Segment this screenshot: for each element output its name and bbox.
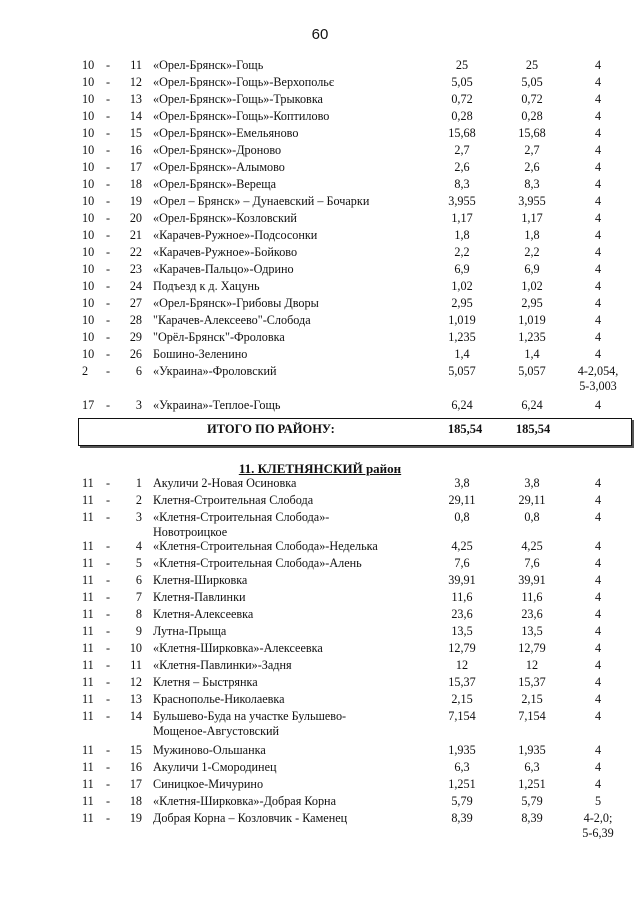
road-length-2: 8,39 xyxy=(521,811,543,825)
road-length-2: 2,2 xyxy=(524,245,540,259)
separator-dash: - xyxy=(106,743,111,757)
road-category: 4 xyxy=(594,743,602,757)
separator-dash: - xyxy=(106,347,111,361)
road-group-number: 10 xyxy=(82,160,95,174)
road-category: 4 xyxy=(594,493,602,507)
road-number: 4 xyxy=(135,539,142,553)
road-length: 4,25 xyxy=(451,539,473,553)
road-length: 3,955 xyxy=(448,194,476,208)
road-length-2: 23,6 xyxy=(521,607,543,621)
road-length: 8,39 xyxy=(451,811,473,825)
road-category: 4 xyxy=(594,709,602,723)
road-length-2: 1,235 xyxy=(518,330,546,344)
road-length: 11,6 xyxy=(451,590,473,604)
district-total-box xyxy=(78,418,632,446)
road-length-2: 5,05 xyxy=(521,75,543,89)
road-length: 0,72 xyxy=(451,92,473,106)
road-length-2: 6,3 xyxy=(524,760,540,774)
road-number: 27 xyxy=(129,296,142,310)
road-group-number: 11 xyxy=(82,607,94,621)
separator-dash: - xyxy=(106,177,111,191)
road-length-2: 1,8 xyxy=(524,228,540,242)
road-number: 1 xyxy=(135,476,142,490)
road-length-2: 12,79 xyxy=(518,641,546,655)
road-name: «Орел-Брянск»-Гощь»-Трыковка xyxy=(153,92,323,106)
road-length: 7,154 xyxy=(448,709,476,723)
road-number: 12 xyxy=(129,75,142,89)
road-name: «Орел-Брянск»-Гощь»-Коптилово xyxy=(153,109,330,123)
road-category: 4 xyxy=(594,92,602,106)
road-category: 4 xyxy=(594,607,602,621)
road-name: Клетня-Ширковка xyxy=(153,573,248,587)
road-length: 6,9 xyxy=(454,262,470,276)
separator-dash: - xyxy=(106,539,111,553)
road-group-number: 10 xyxy=(82,296,95,310)
separator-dash: - xyxy=(106,364,111,378)
road-length: 0,28 xyxy=(451,109,473,123)
road-category: 4 xyxy=(594,510,602,524)
separator-dash: - xyxy=(106,777,111,791)
road-number: 6 xyxy=(135,364,142,378)
road-name: Краснополье-Николаевка xyxy=(153,692,285,706)
road-length-2: 39,91 xyxy=(518,573,546,587)
road-number: 14 xyxy=(129,709,142,723)
separator-dash: - xyxy=(106,811,111,825)
road-group-number: 10 xyxy=(82,143,95,157)
road-name: «Орел-Брянск»-Емельяново xyxy=(153,126,299,140)
road-length: 29,11 xyxy=(448,493,476,507)
road-number: 12 xyxy=(129,675,142,689)
road-group-number: 11 xyxy=(82,658,94,672)
road-name: «Орел-Брянск»-Алымово xyxy=(153,160,285,174)
road-category: 4-2,054, 5-3,003 xyxy=(577,364,619,393)
separator-dash: - xyxy=(106,510,111,524)
road-length-2: 7,154 xyxy=(518,709,546,723)
road-number: 9 xyxy=(135,624,142,638)
road-group-number: 11 xyxy=(82,760,94,774)
road-number: 21 xyxy=(129,228,142,242)
road-category: 4 xyxy=(594,398,602,412)
road-number: 24 xyxy=(129,279,142,293)
road-group-number: 10 xyxy=(82,330,95,344)
road-number: 19 xyxy=(129,194,142,208)
road-group-number: 2 xyxy=(82,364,89,378)
road-name: «Клетня-Строительная Слобода»-Неделька xyxy=(153,539,378,553)
road-length: 1,4 xyxy=(454,347,470,361)
road-name: «Орел-Брянск»-Гощь»-Верхопольє xyxy=(153,75,335,89)
road-category: 4 xyxy=(594,228,602,242)
road-group-number: 11 xyxy=(82,510,94,524)
road-name: «Орел – Брянск» – Дунаевский – Бочарки xyxy=(153,194,370,208)
road-name: "Карачев-Алексеево"-Слобода xyxy=(153,313,311,327)
road-length-2: 1,019 xyxy=(518,313,546,327)
road-number: 7 xyxy=(135,590,142,604)
road-length: 15,68 xyxy=(448,126,476,140)
road-length-2: 0,8 xyxy=(524,510,540,524)
road-number: 11 xyxy=(130,658,142,672)
road-length: 6,24 xyxy=(451,398,473,412)
road-length-2: 2,7 xyxy=(524,143,540,157)
road-number: 29 xyxy=(129,330,142,344)
road-length: 6,3 xyxy=(454,760,470,774)
road-length: 1,935 xyxy=(448,743,476,757)
road-group-number: 10 xyxy=(82,109,95,123)
road-length-2: 1,251 xyxy=(518,777,546,791)
road-group-number: 10 xyxy=(82,75,95,89)
road-name: Акуличи 2-Новая Осиновка xyxy=(153,476,297,490)
road-length: 5,79 xyxy=(451,794,473,808)
road-name: Бульшево-Буда на участке Бульшево- Мощеное-Августовский xyxy=(153,709,347,738)
road-name: «Клетня-Павлинки»-Задня xyxy=(153,658,292,672)
road-number: 18 xyxy=(129,177,142,191)
separator-dash: - xyxy=(106,228,111,242)
separator-dash: - xyxy=(106,573,111,587)
road-group-number: 10 xyxy=(82,245,95,259)
road-group-number: 11 xyxy=(82,641,94,655)
road-group-number: 11 xyxy=(82,624,94,638)
road-length: 5,05 xyxy=(451,75,473,89)
separator-dash: - xyxy=(106,641,111,655)
road-category: 4 xyxy=(594,126,602,140)
road-group-number: 10 xyxy=(82,313,95,327)
road-group-number: 11 xyxy=(82,709,94,723)
road-length-2: 4,25 xyxy=(521,539,543,553)
road-length-2: 5,79 xyxy=(521,794,543,808)
road-group-number: 11 xyxy=(82,493,94,507)
road-length-2: 5,057 xyxy=(518,364,546,378)
road-group-number: 11 xyxy=(82,539,94,553)
separator-dash: - xyxy=(106,556,111,570)
road-category: 4 xyxy=(594,330,602,344)
separator-dash: - xyxy=(106,330,111,344)
road-length: 5,057 xyxy=(448,364,476,378)
road-length: 1,17 xyxy=(451,211,473,225)
road-length: 12 xyxy=(455,658,469,672)
road-number: 18 xyxy=(129,794,142,808)
road-number: 20 xyxy=(129,211,142,225)
road-category: 4 xyxy=(594,143,602,157)
road-name: «Орел-Брянск»-Вереща xyxy=(153,177,277,191)
road-length: 1,8 xyxy=(454,228,470,242)
separator-dash: - xyxy=(106,692,111,706)
road-length: 13,5 xyxy=(451,624,473,638)
road-length-2: 0,72 xyxy=(521,92,543,106)
road-number: 14 xyxy=(129,109,142,123)
road-length-2: 2,95 xyxy=(521,296,543,310)
road-group-number: 11 xyxy=(82,476,94,490)
road-length-2: 3,955 xyxy=(518,194,546,208)
road-number: 11 xyxy=(130,58,142,72)
road-group-number: 11 xyxy=(82,692,94,706)
separator-dash: - xyxy=(106,624,111,638)
road-group-number: 10 xyxy=(82,126,95,140)
road-group-number: 10 xyxy=(82,347,95,361)
road-name: Клетня-Строительная Слобода xyxy=(153,493,314,507)
road-group-number: 11 xyxy=(82,573,94,587)
road-length: 3,8 xyxy=(454,476,470,490)
road-length-2: 0,28 xyxy=(521,109,543,123)
road-number: 3 xyxy=(135,398,142,412)
road-number: 2 xyxy=(135,493,142,507)
road-number: 8 xyxy=(135,607,142,621)
road-category: 4-2,0; 5-6,39 xyxy=(582,811,614,840)
road-length: 2,15 xyxy=(451,692,473,706)
road-length: 1,251 xyxy=(448,777,476,791)
road-name: «Клетня-Ширковка»-Алексеевка xyxy=(153,641,323,655)
road-length: 12,79 xyxy=(448,641,476,655)
road-category: 4 xyxy=(594,476,602,490)
road-category: 4 xyxy=(594,573,602,587)
road-length-2: 1,02 xyxy=(521,279,543,293)
road-length: 1,019 xyxy=(448,313,476,327)
road-name: «Орел-Брянск»-Дроново xyxy=(153,143,282,157)
road-length: 8,3 xyxy=(454,177,470,191)
road-length: 0,8 xyxy=(454,510,470,524)
road-name: Клетня-Алексеевка xyxy=(153,607,254,621)
road-number: 17 xyxy=(129,777,142,791)
road-name: Акуличи 1-Смородинец xyxy=(153,760,277,774)
road-category: 4 xyxy=(594,194,602,208)
road-name: «Клетня-Строительная Слобода»- Новотроицкое xyxy=(153,510,330,539)
road-number: 16 xyxy=(129,143,142,157)
road-name: «Украина»-Теплое-Гощь xyxy=(153,398,281,412)
separator-dash: - xyxy=(106,126,111,140)
road-name: Синицкое-Мичурино xyxy=(153,777,264,791)
road-category: 4 xyxy=(594,296,602,310)
road-length-2: 15,68 xyxy=(518,126,546,140)
road-name: «Карачев-Пальцо»-Одрино xyxy=(153,262,294,276)
road-length-2: 12 xyxy=(525,658,539,672)
road-length: 2,7 xyxy=(454,143,470,157)
road-name: Лутна-Прыща xyxy=(153,624,227,638)
road-category: 4 xyxy=(594,658,602,672)
separator-dash: - xyxy=(106,194,111,208)
road-length-2: 2,15 xyxy=(521,692,543,706)
road-name: «Орел-Брянск»-Гощь xyxy=(153,58,264,72)
road-category: 4 xyxy=(594,245,602,259)
separator-dash: - xyxy=(106,675,111,689)
road-length-2: 8,3 xyxy=(524,177,540,191)
road-name: Добрая Корна – Козловчик - Каменец xyxy=(153,811,348,825)
road-length: 1,235 xyxy=(448,330,476,344)
road-number: 28 xyxy=(129,313,142,327)
road-group-number: 11 xyxy=(82,590,94,604)
road-number: 26 xyxy=(129,347,142,361)
road-number: 16 xyxy=(129,760,142,774)
road-length: 25 xyxy=(455,58,469,72)
section-heading-text: 11. КЛЕТНЯНСКИЙ район xyxy=(238,461,402,476)
road-number: 19 xyxy=(129,811,142,825)
separator-dash: - xyxy=(106,794,111,808)
road-category: 4 xyxy=(594,760,602,774)
road-length-2: 29,11 xyxy=(518,493,546,507)
road-group-number: 10 xyxy=(82,194,95,208)
road-group-number: 10 xyxy=(82,262,95,276)
road-category: 4 xyxy=(594,75,602,89)
separator-dash: - xyxy=(106,245,111,259)
road-group-number: 11 xyxy=(82,556,94,570)
separator-dash: - xyxy=(106,75,111,89)
separator-dash: - xyxy=(106,760,111,774)
road-name: «Карачев-Ружное»-Подсосонки xyxy=(153,228,318,242)
road-group-number: 10 xyxy=(82,177,95,191)
road-group-number: 11 xyxy=(82,675,94,689)
road-number: 15 xyxy=(129,126,142,140)
road-name: Мужиново-Ольшанка xyxy=(153,743,266,757)
road-group-number: 11 xyxy=(82,743,94,757)
road-length: 39,91 xyxy=(448,573,476,587)
road-length: 2,95 xyxy=(451,296,473,310)
road-category: 4 xyxy=(594,692,602,706)
road-category: 4 xyxy=(594,160,602,174)
road-length-2: 11,6 xyxy=(521,590,543,604)
separator-dash: - xyxy=(106,658,111,672)
separator-dash: - xyxy=(106,590,111,604)
road-group-number: 10 xyxy=(82,211,95,225)
road-number: 3 xyxy=(135,510,142,524)
separator-dash: - xyxy=(106,296,111,310)
road-category: 4 xyxy=(594,211,602,225)
road-length-2: 1,17 xyxy=(521,211,543,225)
road-category: 4 xyxy=(594,624,602,638)
road-number: 15 xyxy=(129,743,142,757)
road-category: 4 xyxy=(594,279,602,293)
separator-dash: - xyxy=(106,279,111,293)
road-number: 22 xyxy=(129,245,142,259)
road-category: 4 xyxy=(594,556,602,570)
road-length: 2,6 xyxy=(454,160,470,174)
district-total-length-2: 185,54 xyxy=(515,422,551,436)
separator-dash: - xyxy=(106,313,111,327)
road-category: 4 xyxy=(594,641,602,655)
road-category: 4 xyxy=(594,590,602,604)
road-category: 4 xyxy=(594,313,602,327)
separator-dash: - xyxy=(106,607,111,621)
road-group-number: 11 xyxy=(82,777,94,791)
road-category: 4 xyxy=(594,109,602,123)
road-length: 1,02 xyxy=(451,279,473,293)
road-group-number: 11 xyxy=(82,811,94,825)
road-length-2: 7,6 xyxy=(524,556,540,570)
road-length-2: 13,5 xyxy=(521,624,543,638)
road-length-2: 6,9 xyxy=(524,262,540,276)
road-name: Клетня-Павлинки xyxy=(153,590,246,604)
separator-dash: - xyxy=(106,398,111,412)
road-group-number: 11 xyxy=(82,794,94,808)
separator-dash: - xyxy=(106,92,111,106)
road-group-number: 10 xyxy=(82,92,95,106)
road-category: 5 xyxy=(594,794,602,808)
separator-dash: - xyxy=(106,211,111,225)
road-length: 7,6 xyxy=(454,556,470,570)
road-name: «Орел-Брянск»-Козловский xyxy=(153,211,297,225)
road-group-number: 17 xyxy=(82,398,95,412)
road-name: "Орёл-Брянск"-Фроловка xyxy=(153,330,285,344)
road-length-2: 15,37 xyxy=(518,675,546,689)
road-category: 4 xyxy=(594,262,602,276)
section-heading xyxy=(0,461,640,477)
road-category: 4 xyxy=(594,675,602,689)
separator-dash: - xyxy=(106,160,111,174)
road-name: «Клетня-Строительная Слобода»-Алень xyxy=(153,556,362,570)
road-name: «Клетня-Ширковка»-Добрая Корна xyxy=(153,794,336,808)
road-number: 23 xyxy=(129,262,142,276)
road-name: Бошино-Зеленино xyxy=(153,347,248,361)
road-category: 4 xyxy=(594,777,602,791)
separator-dash: - xyxy=(106,493,111,507)
separator-dash: - xyxy=(106,58,111,72)
district-total-label: ИТОГО ПО РАЙОНУ: xyxy=(207,422,335,436)
district-total-length: 185,54 xyxy=(447,422,483,436)
separator-dash: - xyxy=(106,709,111,723)
road-number: 13 xyxy=(129,692,142,706)
road-length-2: 6,24 xyxy=(521,398,543,412)
road-category: 4 xyxy=(594,58,602,72)
road-group-number: 10 xyxy=(82,279,95,293)
road-category: 4 xyxy=(594,177,602,191)
road-number: 5 xyxy=(135,556,142,570)
road-length-2: 25 xyxy=(525,58,539,72)
separator-dash: - xyxy=(106,476,111,490)
separator-dash: - xyxy=(106,109,111,123)
road-category: 4 xyxy=(594,539,602,553)
road-number: 10 xyxy=(129,641,142,655)
road-group-number: 10 xyxy=(82,58,95,72)
road-length-2: 1,935 xyxy=(518,743,546,757)
page-number: 60 xyxy=(311,26,329,43)
road-number: 17 xyxy=(129,160,142,174)
road-length: 2,2 xyxy=(454,245,470,259)
road-name: «Карачев-Ружное»-Бойково xyxy=(153,245,298,259)
road-name: «Орел-Брянск»-Грибовы Дворы xyxy=(153,296,319,310)
road-name: «Украина»-Фроловский xyxy=(153,364,277,378)
separator-dash: - xyxy=(106,262,111,276)
road-category: 4 xyxy=(594,347,602,361)
road-length: 23,6 xyxy=(451,607,473,621)
road-number: 6 xyxy=(135,573,142,587)
separator-dash: - xyxy=(106,143,111,157)
road-length: 15,37 xyxy=(448,675,476,689)
road-length-2: 1,4 xyxy=(524,347,540,361)
road-number: 13 xyxy=(129,92,142,106)
road-group-number: 10 xyxy=(82,228,95,242)
road-length-2: 2,6 xyxy=(524,160,540,174)
road-name: Клетня – Быстрянка xyxy=(153,675,258,689)
road-length-2: 3,8 xyxy=(524,476,540,490)
road-name: Подъезд к д. Хацунь xyxy=(153,279,260,293)
